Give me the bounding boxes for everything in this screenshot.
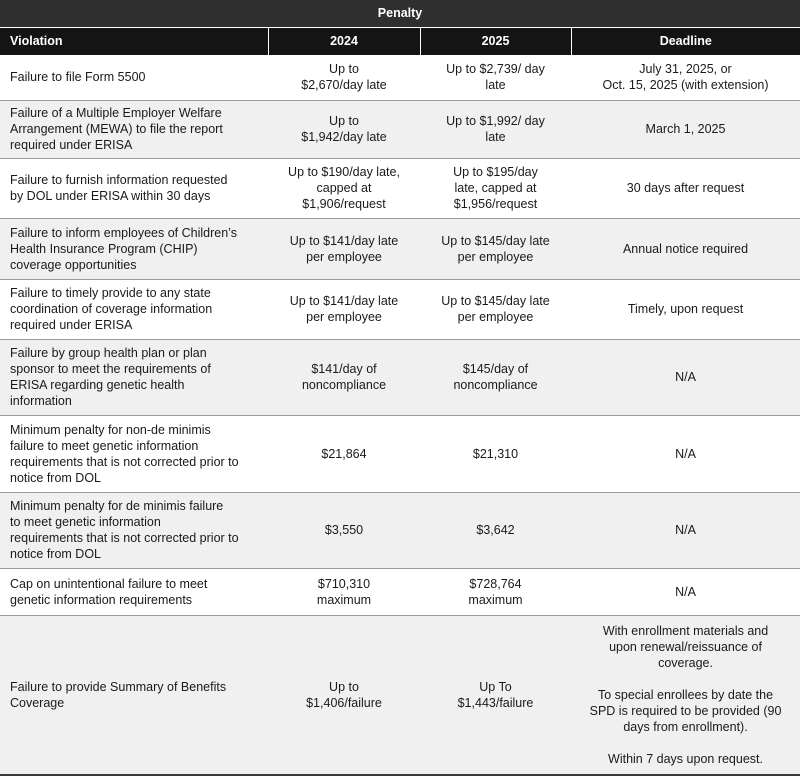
deadline-cell: 30 days after request [571,158,800,218]
violation-cell: Failure to timely provide to any state coordination of coverage information required under ERISA [0,279,268,339]
table-row [0,492,800,568]
violation-cell: Cap on unintentional failure to meet genetic information requirements [0,568,268,615]
header-violation: Violation [0,27,268,55]
penalty-2025-cell: Up To $1,443/failure [420,615,571,775]
table-header-row [0,27,800,55]
violation-cell: Minimum penalty for de minimis failure to meet genetic information requirements that is not corrected prior to notice from DOL [0,492,268,568]
header-deadline: Deadline [571,27,800,55]
deadline-cell: March 1, 2025 [571,100,800,158]
penalty-2024-cell: $710,310 maximum [268,568,420,615]
penalty-2025-cell: $728,764 maximum [420,568,571,615]
penalty-2024-cell: Up to $1,942/day late [268,100,420,158]
penalty-2025-cell: Up to $145/day late per employee [420,218,571,279]
violation-cell: Failure to furnish information requested by DOL under ERISA within 30 days [0,158,268,218]
deadline-cell: July 31, 2025, or Oct. 15, 2025 (with extension) [571,55,800,100]
deadline-cell: Annual notice required [571,218,800,279]
penalty-2024-cell: Up to $141/day late per employee [268,218,420,279]
penalty-2024-cell: $3,550 [268,492,420,568]
penalty-2025-cell: Up to $1,992/ day late [420,100,571,158]
table-row [0,279,800,339]
violation-cell: Minimum penalty for non-de minimis failure to meet genetic information requirements that is not corrected prior to notice from DOL [0,415,268,492]
penalty-2025-cell: $21,310 [420,415,571,492]
deadline-cell: N/A [571,339,800,415]
table-row [0,339,800,415]
penalty-2024-cell: Up to $190/day late, capped at $1,906/request [268,158,420,218]
penalty-2025-cell: $145/day of noncompliance [420,339,571,415]
penalty-2024-cell: Up to $1,406/failure [268,615,420,775]
penalty-2025-cell: Up to $195/day late, capped at $1,956/request [420,158,571,218]
deadline-cell: With enrollment materials and upon renewal/reissuance of coverage. To special enrollees by date the SPD is required to be provided (90 days from enrollment). Within 7 days upon request. [571,615,800,775]
penalty-2024-cell: Up to $2,670/day late [268,55,420,100]
penalty-2025-cell: Up to $145/day late per employee [420,279,571,339]
table-row [0,158,800,218]
penalty-2025-cell: $3,642 [420,492,571,568]
violation-cell: Failure to file Form 5500 [0,55,268,100]
header-2025: 2025 [420,27,571,55]
table-row [0,415,800,492]
table-row [0,218,800,279]
deadline-cell: N/A [571,568,800,615]
table-row [0,55,800,100]
deadline-cell: Timely, upon request [571,279,800,339]
penalty-2025-cell: Up to $2,739/ day late [420,55,571,100]
deadline-cell: N/A [571,415,800,492]
table-title: Penalty [0,0,800,27]
table-title-row [0,0,800,27]
header-2024: 2024 [268,27,420,55]
table-row [0,568,800,615]
penalty-2024-cell: $21,864 [268,415,420,492]
table-row [0,615,800,775]
deadline-cell: N/A [571,492,800,568]
table-row [0,100,800,158]
violation-cell: Failure by group health plan or plan sponsor to meet the requirements of ERISA regarding genetic health information [0,339,268,415]
violation-cell: Failure to provide Summary of Benefits Coverage [0,615,268,775]
penalty-2024-cell: Up to $141/day late per employee [268,279,420,339]
violation-cell: Failure of a Multiple Employer Welfare Arrangement (MEWA) to file the report required under ERISA [0,100,268,158]
penalty-2024-cell: $141/day of noncompliance [268,339,420,415]
violation-cell: Failure to inform employees of Children’s Health Insurance Program (CHIP) coverage opportunities [0,218,268,279]
